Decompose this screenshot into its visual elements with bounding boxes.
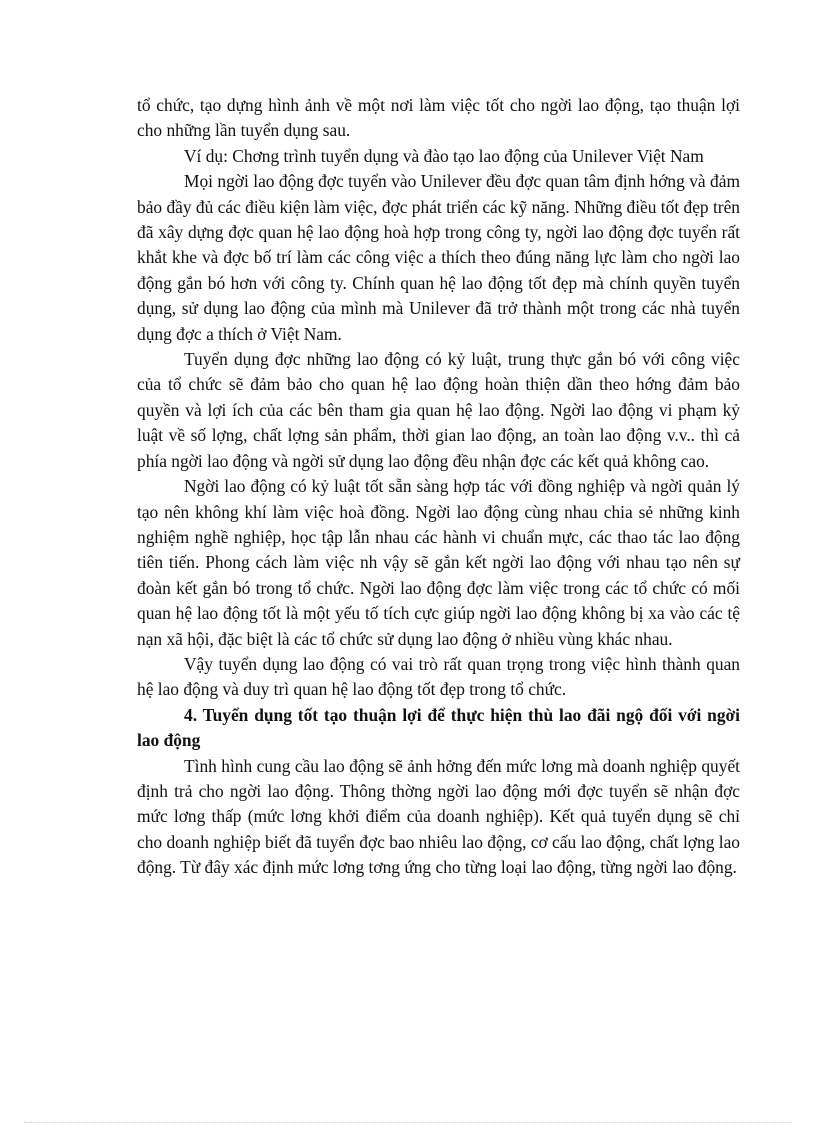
paragraph-example-intro: Ví dụ: Chơng trình tuyển dụng và đào tạo lao động của Unilever Việt Nam bbox=[184, 145, 704, 166]
paragraph-cooperation: Ngời lao động có kỷ luật tốt sẵn sàng hợp tác với đồng nghiệp và ngời quản lý tạo nên không khí làm việc hoà đồng. Ngời lao động cùng nhau chia sẻ những kinh nghiệm nghề nghiệp, học tập lẫn nhau các hành vi chuẩn mực, các thao tác lao động tiên tiến. Phong cách làm việc nh vậy sẽ gắn kết ngời lao động với nhau tạo nên sự đoàn kết gắn bó trong tổ chức. Ngời lao động đợc làm việc trong các tổ chức có mối quan hệ lao động tốt là một yếu tố tích cực giúp ngời lao động không bị xa vào các tệ nạn xã hội, đặc biệt là các tổ chức sử dụng lao động ở nhiều vùng khác nhau. bbox=[137, 476, 740, 649]
paragraph-compensation: Tình hình cung cầu lao động sẽ ảnh hởng đến mức lơng mà doanh nghiệp quyết định trả cho ngời lao động. Thông thờng ngời lao động mới đợc tuyển sẽ nhận đợc mức lơng thấp (mức lơng khởi điểm của doanh nghiệp). Kết quả tuyển dụng sẽ chỉ cho doanh nghiệp biết đã tuyển đợc bao nhiêu lao động, cơ cấu lao động, chất lợng lao động. Từ đây xác định mức lơng tơng ứng cho từng loại lao động, từng ngời lao động. bbox=[137, 755, 740, 878]
document-body bbox=[137, 93, 740, 881]
paragraph-discipline: Tuyển dụng đợc những lao động có kỷ luật, trung thực gắn bó với công việc của tổ chức sẽ đảm bảo cho quan hệ lao động hoàn thiện dần theo hớng đảm bảo quyền và lợi ích của các bên tham gia quan hệ lao động. Ngời lao động vi phạm kỷ luật về số lợng, chất lợng sản phẩm, thời gian lao động, an toàn lao động v.v.. thì cả phía ngời lao động và ngời sử dụng lao động đều nhận đợc các kết quả không cao. bbox=[137, 349, 740, 471]
paragraph-conclusion: Vậy tuyển dụng lao động có vai trò rất quan trọng trong việc hình thành quan hệ lao động và duy trì quan hệ lao động tốt đẹp trong tổ chức. bbox=[137, 653, 740, 700]
paragraph-continuation: tổ chức, tạo dựng hình ảnh về một nơi làm việc tốt cho ngời lao động, tạo thuận lợi cho những lần tuyển dụng sau. bbox=[137, 95, 740, 141]
section-heading: 4. Tuyển dụng tốt tạo thuận lợi để thực hiện thù lao đãi ngộ đối với ngời lao động bbox=[137, 704, 740, 751]
paragraph-unilever: Mọi ngời lao động đợc tuyển vào Unilever đều đợc quan tâm định hớng và đảm bảo đầy đủ các điều kiện làm việc, đợc phát triển các kỹ năng. Những điều tốt đẹp trên đã xây dựng đợc quan hệ lao động hoà hợp trong công ty, ngời lao động đợc tuyển rất khắt khe và đợc bố trí làm các công việc a thích theo đúng năng lực làm cho ngời lao động gắn bó hơn với công ty. Chính quan hệ lao động tốt đẹp mà chính quyền tuyển dụng, sử dụng lao động của mình mà Unilever đã trở thành một trong các nhà tuyển dụng đợc a thích ở Việt Nam. bbox=[137, 171, 740, 344]
